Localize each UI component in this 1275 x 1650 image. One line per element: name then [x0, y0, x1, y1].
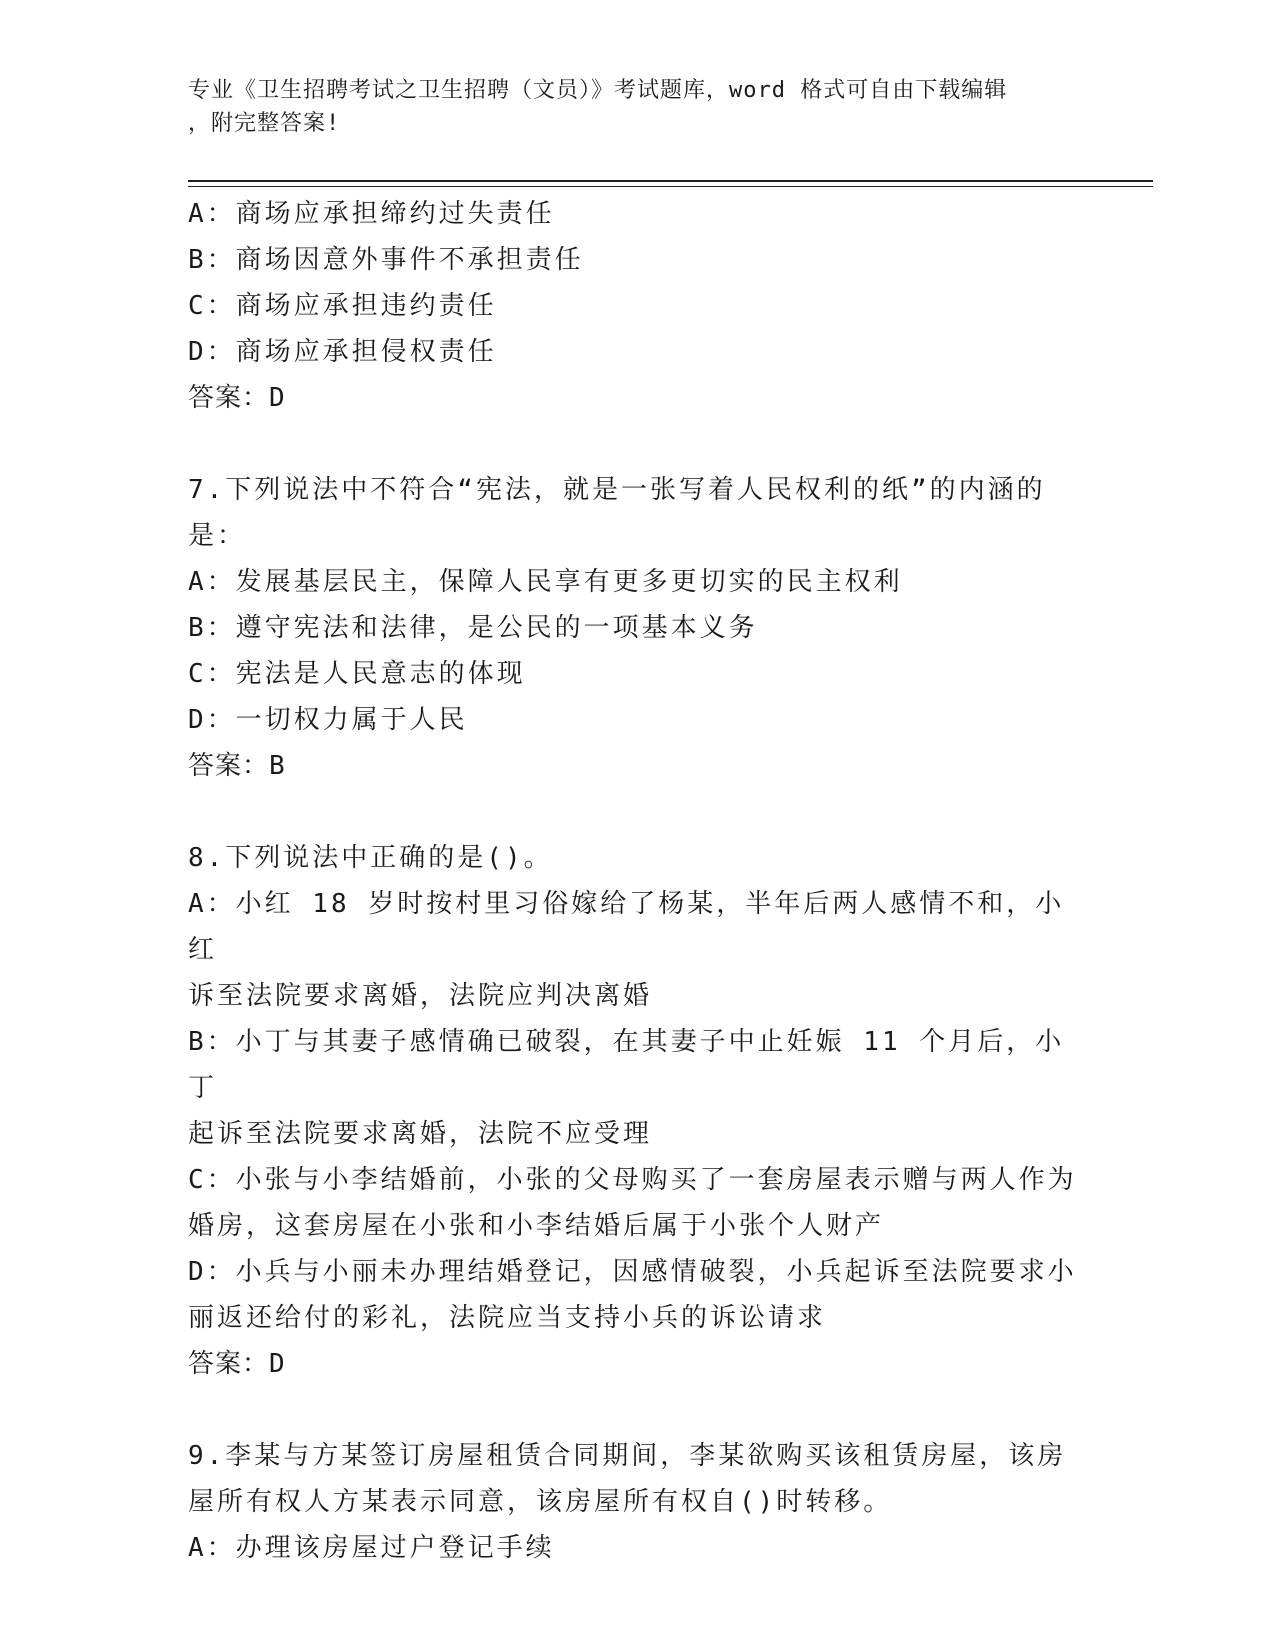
- option-a: A：小红 18 岁时按村里习俗嫁给了杨某，半年后两人感情不和，小红: [188, 889, 1065, 965]
- answer: 答案：B: [188, 751, 286, 781]
- option-d: D：一切权力属于人民: [188, 705, 468, 735]
- question-8: [188, 835, 1088, 1387]
- header-divider-thin: [188, 186, 1153, 187]
- option-b-continued: 起诉至法院要求离婚，法院不应受理: [188, 1119, 653, 1149]
- spacer: [188, 789, 1088, 835]
- option-c-continued: 婚房，这套房屋在小张和小李结婚后属于小张个人财产: [188, 1211, 885, 1241]
- answer: 答案：D: [188, 383, 286, 413]
- option-b: B：小丁与其妻子感情确已破裂，在其妻子中止妊娠 11 个月后，小丁: [188, 1027, 1065, 1103]
- document-header: [188, 74, 1088, 140]
- question-stem-continued: 屋所有权人方某表示同意，该房屋所有权自()时转移。: [188, 1487, 893, 1517]
- question-stem: 7.下列说法中不符合“宪法，就是一张写着人民权利的纸”的内涵的: [188, 475, 1046, 505]
- option-b: B：遵守宪法和法律，是公民的一项基本义务: [188, 613, 758, 643]
- option-a-continued: 诉至法院要求离婚，法院应判决离婚: [188, 981, 653, 1011]
- question-stem: 8.下列说法中正确的是()。: [188, 843, 553, 873]
- option-a: A：办理该房屋过户登记手续: [188, 1533, 555, 1563]
- option-a: A：商场应承担缔约过失责任: [188, 199, 555, 229]
- spacer: [188, 421, 1088, 467]
- option-c: C：商场应承担违约责任: [188, 291, 497, 321]
- question-7: [188, 467, 1088, 789]
- option-c: C：小张与小李结婚前，小张的父母购买了一套房屋表示赠与两人作为: [188, 1165, 1077, 1195]
- spacer: [188, 1387, 1088, 1433]
- question-stem: 9.李某与方某签订房屋租赁合同期间，李某欲购买该租赁房屋，该房: [188, 1441, 1067, 1471]
- question-content: [188, 191, 1088, 1571]
- option-a: A：发展基层民主，保障人民享有更多更切实的民主权利: [188, 567, 903, 597]
- header-divider-thick: [188, 180, 1153, 182]
- question-stem-continued: 是：: [188, 521, 247, 551]
- header-line-1: 专业《卫生招聘考试之卫生招聘（文员）》考试题库，word 格式可自由下载编辑: [188, 78, 1008, 103]
- answer: 答案：D: [188, 1349, 286, 1379]
- question-9: [188, 1433, 1088, 1571]
- option-d: D：商场应承担侵权责任: [188, 337, 497, 367]
- header-line-2: ，附完整答案!: [188, 111, 341, 136]
- option-b: B：商场因意外事件不承担责任: [188, 245, 584, 275]
- option-d-continued: 丽返还给付的彩礼，法院应当支持小兵的诉讼请求: [188, 1303, 827, 1333]
- option-c: C：宪法是人民意志的体现: [188, 659, 526, 689]
- question-6: [188, 191, 1088, 421]
- option-d: D：小兵与小丽未办理结婚登记，因感情破裂，小兵起诉至法院要求小: [188, 1257, 1077, 1287]
